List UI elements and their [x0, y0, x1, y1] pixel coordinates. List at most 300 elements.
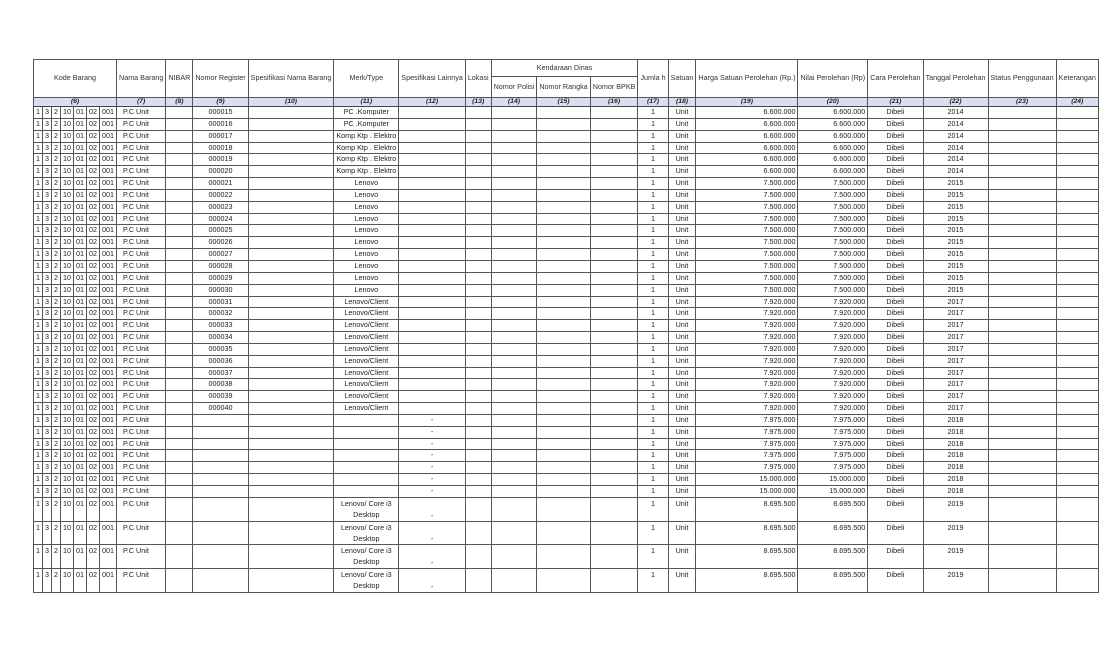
nomor-bpkb-cell: [590, 166, 638, 178]
kode-segment: 02: [87, 201, 100, 213]
kode-segment: 001: [100, 462, 117, 474]
kode-segment: 10: [61, 367, 74, 379]
nomor-register-cell: 000026: [193, 237, 248, 249]
nomor-polisi-cell: [491, 403, 537, 415]
nibar-cell: [166, 189, 193, 201]
nomor-bpkb-cell: [590, 249, 638, 261]
harga-satuan-cell: 7.975.000: [696, 450, 798, 462]
nama-barang-cell: P.C Unit: [117, 332, 166, 344]
table-row: [34, 308, 1099, 320]
kode-segment: 10: [61, 462, 74, 474]
merk-type-cell: Lenovo/Client: [334, 296, 399, 308]
jumlah-cell: 1: [638, 296, 668, 308]
cara-perolehan-cell: Dibeli: [868, 237, 923, 249]
harga-satuan-cell: 7.975.000: [696, 426, 798, 438]
cara-perolehan-cell: Dibeli: [868, 249, 923, 261]
kode-segment: 1: [34, 320, 43, 332]
nibar-cell: [166, 391, 193, 403]
spesifikasi-lainnya-cell: -: [399, 462, 466, 474]
harga-satuan-cell: 8.695.500: [696, 569, 798, 593]
jumlah-cell: 1: [638, 355, 668, 367]
nama-barang-cell: P.C Unit: [117, 343, 166, 355]
nama-barang-cell: P.C Unit: [117, 403, 166, 415]
table-row: [34, 438, 1099, 450]
spesifikasi-nama-cell: [248, 474, 334, 486]
spesifikasi-lainnya-cell: [399, 284, 466, 296]
tanggal-perolehan-cell: 2015: [923, 272, 988, 284]
satuan-cell: Unit: [668, 462, 696, 474]
cara-perolehan-cell: Dibeli: [868, 332, 923, 344]
harga-satuan-cell: 7.500.000: [696, 189, 798, 201]
spesifikasi-nama-cell: [248, 201, 334, 213]
kode-segment: 3: [43, 260, 52, 272]
spesifikasi-nama-cell: [248, 284, 334, 296]
nomor-polisi-cell: [491, 260, 537, 272]
kode-segment: 1: [34, 521, 43, 545]
kode-segment: 001: [100, 272, 117, 284]
kode-segment: 10: [61, 308, 74, 320]
keterangan-cell: [1056, 154, 1098, 166]
nomor-register-cell: [193, 438, 248, 450]
column-number: (12): [399, 98, 466, 107]
table-row: [34, 320, 1099, 332]
kode-segment: 10: [61, 438, 74, 450]
kode-segment: 2: [52, 130, 61, 142]
lokasi-cell: [465, 450, 491, 462]
tanggal-perolehan-cell: 2017: [923, 367, 988, 379]
kode-segment: 3: [43, 142, 52, 154]
spesifikasi-nama-cell: [248, 343, 334, 355]
nibar-cell: [166, 308, 193, 320]
kode-segment: 3: [43, 284, 52, 296]
kode-segment: 10: [61, 154, 74, 166]
kode-segment: 1: [34, 142, 43, 154]
keterangan-cell: [1056, 320, 1098, 332]
satuan-cell: Unit: [668, 332, 696, 344]
nibar-cell: [166, 154, 193, 166]
nama-barang-cell: P.C Unit: [117, 308, 166, 320]
nomor-polisi-cell: [491, 320, 537, 332]
nomor-register-cell: [193, 545, 248, 569]
kode-segment: 1: [34, 332, 43, 344]
nibar-cell: [166, 545, 193, 569]
kode-segment: 3: [43, 213, 52, 225]
spesifikasi-nama-cell: [248, 296, 334, 308]
header-tanggal-perolehan: Tanggal Perolehan: [923, 60, 988, 98]
table-row: [34, 343, 1099, 355]
kode-segment: 02: [87, 249, 100, 261]
lokasi-cell: [465, 225, 491, 237]
merk-type-cell: Lenovo: [334, 225, 399, 237]
spesifikasi-nama-cell: [248, 569, 334, 593]
kode-segment: 1: [34, 178, 43, 190]
spesifikasi-lainnya-cell: [399, 118, 466, 130]
nilai-perolehan-cell: 7.500.000: [798, 213, 868, 225]
nomor-register-cell: [193, 426, 248, 438]
nomor-register-cell: 000020: [193, 166, 248, 178]
nilai-perolehan-cell: 7.975.000: [798, 462, 868, 474]
header-cara-perolehan: Cara Perolehan: [868, 60, 923, 98]
kode-segment: 1: [34, 569, 43, 593]
keterangan-cell: [1056, 296, 1098, 308]
cara-perolehan-cell: Dibeli: [868, 569, 923, 593]
nama-barang-cell: P.C Unit: [117, 178, 166, 190]
kode-segment: 2: [52, 249, 61, 261]
tanggal-perolehan-cell: 2018: [923, 450, 988, 462]
jumlah-cell: 1: [638, 414, 668, 426]
kode-segment: 1: [34, 497, 43, 521]
satuan-cell: Unit: [668, 569, 696, 593]
status-penggunaan-cell: [988, 178, 1056, 190]
nomor-register-cell: 000022: [193, 189, 248, 201]
lokasi-cell: [465, 118, 491, 130]
keterangan-cell: [1056, 403, 1098, 415]
cara-perolehan-cell: Dibeli: [868, 462, 923, 474]
nomor-rangka-cell: [537, 249, 590, 261]
merk-type-cell: [334, 414, 399, 426]
spesifikasi-lainnya-cell: -: [399, 521, 466, 545]
satuan-cell: Unit: [668, 225, 696, 237]
merk-type-cell: Lenovo: [334, 272, 399, 284]
harga-satuan-cell: 7.920.000: [696, 355, 798, 367]
spesifikasi-lainnya-cell: [399, 178, 466, 190]
harga-satuan-cell: 6.600.000: [696, 142, 798, 154]
jumlah-cell: 1: [638, 367, 668, 379]
nilai-perolehan-cell: 7.920.000: [798, 343, 868, 355]
nomor-rangka-cell: [537, 474, 590, 486]
kode-segment: 02: [87, 130, 100, 142]
kode-segment: 01: [74, 225, 87, 237]
kode-segment: 02: [87, 391, 100, 403]
nomor-bpkb-cell: [590, 521, 638, 545]
kode-segment: 001: [100, 178, 117, 190]
nilai-perolehan-cell: 7.920.000: [798, 332, 868, 344]
nomor-bpkb-cell: [590, 178, 638, 190]
nomor-rangka-cell: [537, 166, 590, 178]
nomor-bpkb-cell: [590, 438, 638, 450]
nama-barang-cell: P.C Unit: [117, 213, 166, 225]
satuan-cell: Unit: [668, 260, 696, 272]
kode-segment: 2: [52, 403, 61, 415]
merk-type-cell: Lenovo/Client: [334, 403, 399, 415]
kode-segment: 01: [74, 154, 87, 166]
nama-barang-cell: P.C Unit: [117, 414, 166, 426]
kode-segment: 02: [87, 403, 100, 415]
lokasi-cell: [465, 178, 491, 190]
tanggal-perolehan-cell: 2014: [923, 107, 988, 119]
nibar-cell: [166, 569, 193, 593]
kode-segment: 02: [87, 237, 100, 249]
kode-segment: 1: [34, 154, 43, 166]
nomor-polisi-cell: [491, 130, 537, 142]
spesifikasi-lainnya-cell: [399, 166, 466, 178]
lokasi-cell: [465, 166, 491, 178]
status-penggunaan-cell: [988, 201, 1056, 213]
merk-type-cell: [334, 474, 399, 486]
kode-segment: 02: [87, 332, 100, 344]
kode-segment: 001: [100, 450, 117, 462]
tanggal-perolehan-cell: 2018: [923, 414, 988, 426]
nomor-register-cell: [193, 450, 248, 462]
nomor-register-cell: [193, 569, 248, 593]
lokasi-cell: [465, 343, 491, 355]
satuan-cell: Unit: [668, 355, 696, 367]
table-row: [34, 403, 1099, 415]
nomor-bpkb-cell: [590, 450, 638, 462]
status-penggunaan-cell: [988, 497, 1056, 521]
harga-satuan-cell: 7.500.000: [696, 178, 798, 190]
keterangan-cell: [1056, 178, 1098, 190]
cara-perolehan-cell: Dibeli: [868, 118, 923, 130]
kode-segment: 02: [87, 142, 100, 154]
nomor-bpkb-cell: [590, 355, 638, 367]
jumlah-cell: 1: [638, 486, 668, 498]
status-penggunaan-cell: [988, 142, 1056, 154]
kode-segment: 001: [100, 201, 117, 213]
status-penggunaan-cell: [988, 462, 1056, 474]
kode-segment: 001: [100, 118, 117, 130]
nilai-perolehan-cell: 6.600.000: [798, 154, 868, 166]
kode-segment: 02: [87, 545, 100, 569]
kode-segment: 10: [61, 213, 74, 225]
spesifikasi-nama-cell: [248, 414, 334, 426]
nomor-rangka-cell: [537, 154, 590, 166]
merk-type-cell: Lenovo/Client: [334, 332, 399, 344]
header-merk-type: Merk/Type: [334, 60, 399, 98]
kode-segment: 01: [74, 474, 87, 486]
kode-segment: 001: [100, 166, 117, 178]
lokasi-cell: [465, 521, 491, 545]
harga-satuan-cell: 7.500.000: [696, 225, 798, 237]
table-row: [34, 426, 1099, 438]
keterangan-cell: [1056, 521, 1098, 545]
nomor-bpkb-cell: [590, 154, 638, 166]
table-row: [34, 414, 1099, 426]
kode-segment: 01: [74, 391, 87, 403]
table-row: [34, 296, 1099, 308]
satuan-cell: Unit: [668, 201, 696, 213]
kode-segment: 1: [34, 414, 43, 426]
merk-type-cell: Lenovo: [334, 237, 399, 249]
satuan-cell: Unit: [668, 426, 696, 438]
cara-perolehan-cell: Dibeli: [868, 367, 923, 379]
jumlah-cell: 1: [638, 426, 668, 438]
kode-segment: 01: [74, 403, 87, 415]
nomor-rangka-cell: [537, 260, 590, 272]
kode-segment: 3: [43, 296, 52, 308]
kode-segment: 001: [100, 225, 117, 237]
kode-segment: 2: [52, 391, 61, 403]
harga-satuan-cell: 15.000.000: [696, 486, 798, 498]
satuan-cell: Unit: [668, 497, 696, 521]
merk-type-cell: [334, 438, 399, 450]
status-penggunaan-cell: [988, 521, 1056, 545]
nama-barang-cell: P.C Unit: [117, 450, 166, 462]
kode-segment: 1: [34, 201, 43, 213]
header-kode-barang: Kode Barang: [34, 60, 117, 98]
tanggal-perolehan-cell: 2015: [923, 284, 988, 296]
nomor-polisi-cell: [491, 391, 537, 403]
kode-segment: 02: [87, 272, 100, 284]
kode-segment: 001: [100, 569, 117, 593]
tanggal-perolehan-cell: 2015: [923, 178, 988, 190]
kode-segment: 02: [87, 260, 100, 272]
nomor-register-cell: [193, 521, 248, 545]
nomor-register-cell: [193, 486, 248, 498]
status-penggunaan-cell: [988, 272, 1056, 284]
column-number: (22): [923, 98, 988, 107]
kode-segment: 1: [34, 462, 43, 474]
kode-segment: 10: [61, 272, 74, 284]
nama-barang-cell: P.C Unit: [117, 462, 166, 474]
harga-satuan-cell: 7.500.000: [696, 249, 798, 261]
nomor-rangka-cell: [537, 118, 590, 130]
nibar-cell: [166, 272, 193, 284]
status-penggunaan-cell: [988, 296, 1056, 308]
jumlah-cell: 1: [638, 272, 668, 284]
kode-segment: 001: [100, 296, 117, 308]
kode-segment: 1: [34, 403, 43, 415]
keterangan-cell: [1056, 284, 1098, 296]
tanggal-perolehan-cell: 2017: [923, 403, 988, 415]
kode-segment: 1: [34, 438, 43, 450]
kode-segment: 01: [74, 486, 87, 498]
spesifikasi-lainnya-cell: [399, 142, 466, 154]
status-penggunaan-cell: [988, 260, 1056, 272]
kode-segment: 001: [100, 320, 117, 332]
lokasi-cell: [465, 284, 491, 296]
nilai-perolehan-cell: 7.500.000: [798, 249, 868, 261]
header-status-penggunaan: Status Penggunaan: [988, 60, 1056, 98]
spesifikasi-lainnya-cell: [399, 225, 466, 237]
kode-segment: 2: [52, 154, 61, 166]
spesifikasi-nama-cell: [248, 142, 334, 154]
tanggal-perolehan-cell: 2017: [923, 355, 988, 367]
nomor-bpkb-cell: [590, 403, 638, 415]
nomor-polisi-cell: [491, 225, 537, 237]
spesifikasi-nama-cell: [248, 462, 334, 474]
satuan-cell: Unit: [668, 154, 696, 166]
keterangan-cell: [1056, 130, 1098, 142]
nomor-rangka-cell: [537, 284, 590, 296]
nama-barang-cell: P.C Unit: [117, 474, 166, 486]
table-row: [34, 521, 1099, 545]
spesifikasi-lainnya-cell: [399, 296, 466, 308]
cara-perolehan-cell: Dibeli: [868, 213, 923, 225]
harga-satuan-cell: 6.600.000: [696, 130, 798, 142]
status-penggunaan-cell: [988, 107, 1056, 119]
nomor-polisi-cell: [491, 201, 537, 213]
nomor-rangka-cell: [537, 545, 590, 569]
header-satuan: Satuan: [668, 60, 696, 98]
kode-segment: 2: [52, 272, 61, 284]
header-jumlah: Jumla h: [638, 60, 668, 98]
kode-segment: 01: [74, 189, 87, 201]
kode-segment: 3: [43, 414, 52, 426]
kode-segment: 1: [34, 225, 43, 237]
column-number: (15): [537, 98, 590, 107]
kode-segment: 10: [61, 403, 74, 415]
tanggal-perolehan-cell: 2014: [923, 130, 988, 142]
jumlah-cell: 1: [638, 462, 668, 474]
kode-segment: 001: [100, 308, 117, 320]
kode-segment: 01: [74, 284, 87, 296]
harga-satuan-cell: 7.920.000: [696, 343, 798, 355]
keterangan-cell: [1056, 414, 1098, 426]
jumlah-cell: 1: [638, 107, 668, 119]
satuan-cell: Unit: [668, 391, 696, 403]
kode-segment: 02: [87, 450, 100, 462]
kode-segment: 3: [43, 450, 52, 462]
nomor-bpkb-cell: [590, 462, 638, 474]
spesifikasi-nama-cell: [248, 367, 334, 379]
nibar-cell: [166, 474, 193, 486]
spesifikasi-nama-cell: [248, 260, 334, 272]
jumlah-cell: 1: [638, 474, 668, 486]
lokasi-cell: [465, 249, 491, 261]
spesifikasi-lainnya-cell: [399, 391, 466, 403]
kode-segment: 01: [74, 367, 87, 379]
tanggal-perolehan-cell: 2015: [923, 201, 988, 213]
cara-perolehan-cell: Dibeli: [868, 284, 923, 296]
cara-perolehan-cell: Dibeli: [868, 320, 923, 332]
nomor-polisi-cell: [491, 237, 537, 249]
spesifikasi-lainnya-cell: [399, 332, 466, 344]
kode-segment: 001: [100, 213, 117, 225]
tanggal-perolehan-cell: 2019: [923, 545, 988, 569]
kode-segment: 001: [100, 403, 117, 415]
lokasi-cell: [465, 332, 491, 344]
kode-segment: 01: [74, 201, 87, 213]
lokasi-cell: [465, 107, 491, 119]
nibar-cell: [166, 225, 193, 237]
merk-type-cell: Lenovo: [334, 189, 399, 201]
harga-satuan-cell: 6.600.000: [696, 118, 798, 130]
satuan-cell: Unit: [668, 189, 696, 201]
harga-satuan-cell: 7.500.000: [696, 284, 798, 296]
nilai-perolehan-cell: 7.920.000: [798, 308, 868, 320]
spesifikasi-lainnya-cell: [399, 107, 466, 119]
kode-segment: 2: [52, 201, 61, 213]
cara-perolehan-cell: Dibeli: [868, 426, 923, 438]
nomor-polisi-cell: [491, 284, 537, 296]
kode-segment: 02: [87, 308, 100, 320]
lokasi-cell: [465, 545, 491, 569]
nama-barang-cell: P.C Unit: [117, 118, 166, 130]
cara-perolehan-cell: Dibeli: [868, 260, 923, 272]
nomor-polisi-cell: [491, 355, 537, 367]
kode-segment: 001: [100, 260, 117, 272]
table-row: [34, 142, 1099, 154]
nomor-bpkb-cell: [590, 379, 638, 391]
nibar-cell: [166, 355, 193, 367]
nama-barang-cell: P.C Unit: [117, 521, 166, 545]
kode-segment: 2: [52, 107, 61, 119]
spesifikasi-nama-cell: [248, 107, 334, 119]
keterangan-cell: [1056, 391, 1098, 403]
column-number: (6): [34, 98, 117, 107]
tanggal-perolehan-cell: 2019: [923, 569, 988, 593]
kode-segment: 1: [34, 379, 43, 391]
nomor-rangka-cell: [537, 450, 590, 462]
status-penggunaan-cell: [988, 450, 1056, 462]
nama-barang-cell: P.C Unit: [117, 296, 166, 308]
satuan-cell: Unit: [668, 379, 696, 391]
kode-segment: 10: [61, 130, 74, 142]
nama-barang-cell: P.C Unit: [117, 142, 166, 154]
kode-segment: 2: [52, 545, 61, 569]
nomor-polisi-cell: [491, 414, 537, 426]
